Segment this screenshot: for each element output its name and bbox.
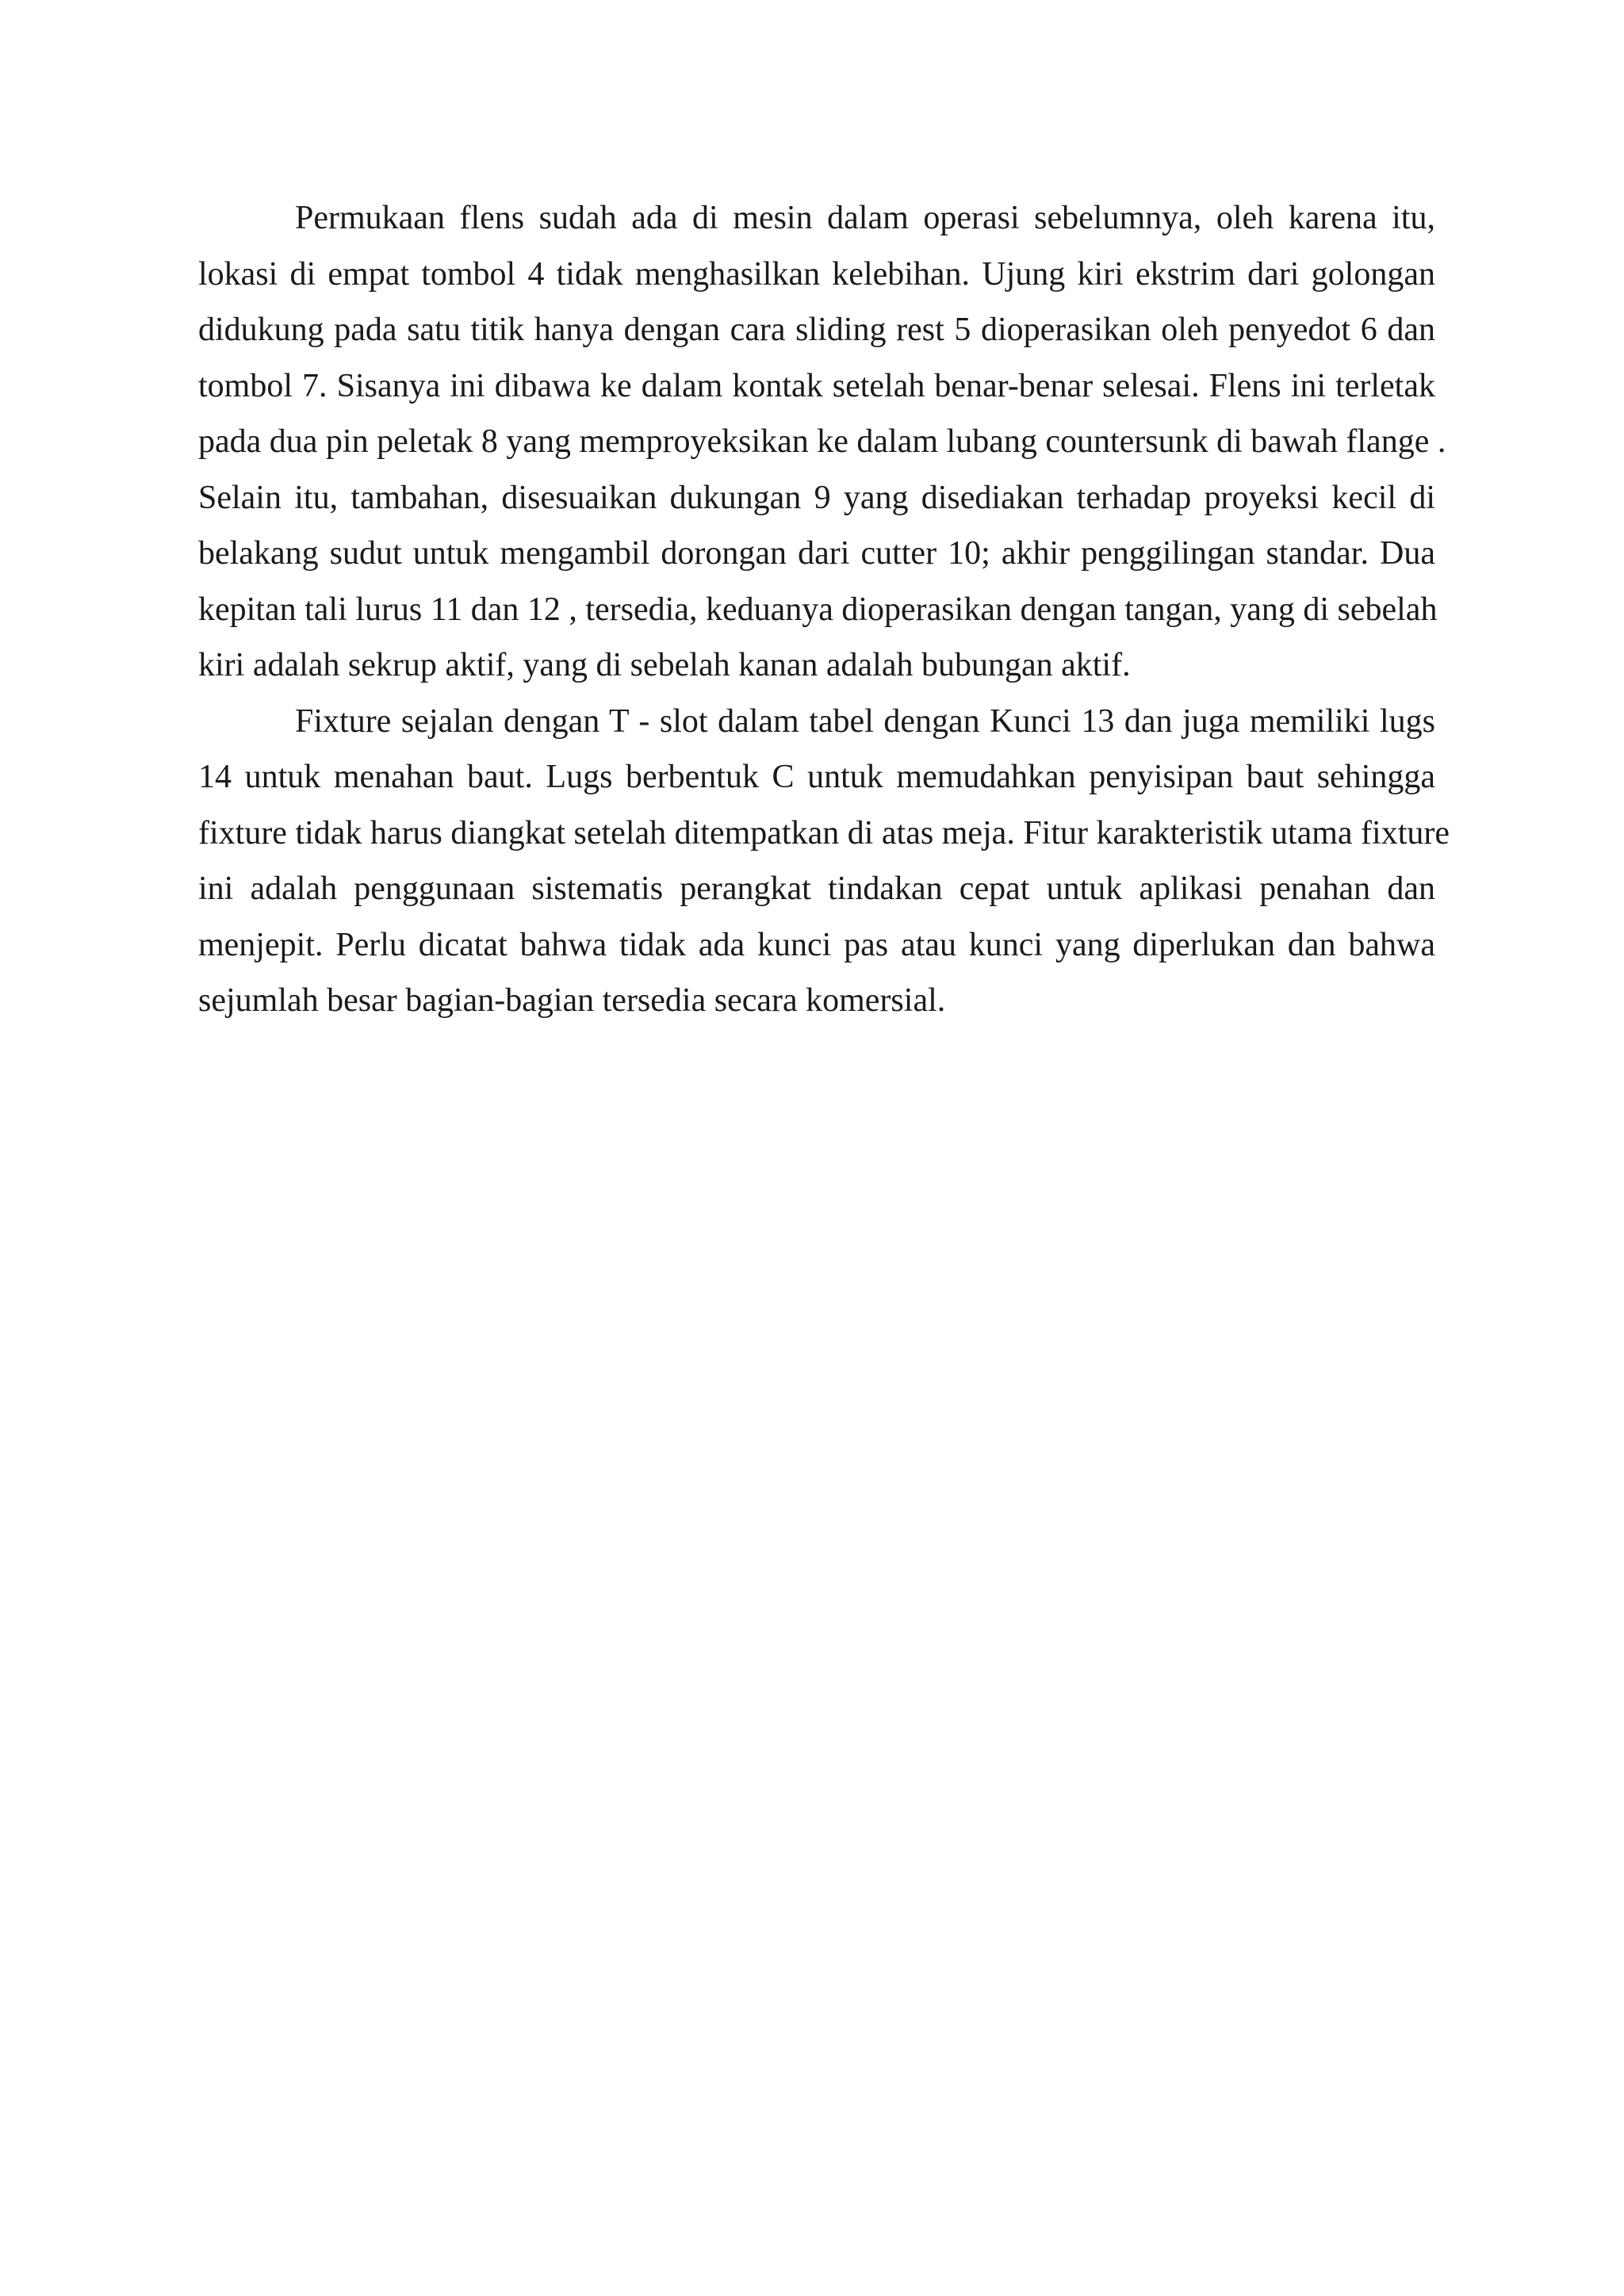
text-line: kiri adalah sekrup aktif, yang di sebelah kanan adalah bubungan aktif.: [198, 647, 1131, 683]
text-line: kepitan tali lurus 11 dan 12 , tersedia, keduanya dioperasikan dengan tangan, yang di sebelah: [198, 591, 1438, 628]
text-line: pada dua pin peletak 8 yang memproyeksikan ke dalam lubang countersunk di bawah flange .: [198, 423, 1446, 460]
text-line: didukung pada satu titik hanya dengan cara sliding rest 5 dioperasikan oleh penyedot 6 dan: [198, 312, 1435, 348]
text-line: lokasi di empat tombol 4 tidak menghasilkan kelebihan. Ujung kiri ekstrim dari golongan: [198, 255, 1435, 293]
text-line: sejumlah besar bagian-bagian tersedia secara komersial.: [198, 982, 946, 1019]
text-line: ini adalah penggunaan sistematis perangkat tindakan cepat untuk aplikasi penahan dan: [198, 871, 1435, 907]
text-line: menjepit. Perlu dicatat bahwa tidak ada kunci pas atau kunci yang diperlukan dan bahwa: [198, 926, 1435, 963]
paragraph-2: [198, 694, 1450, 1029]
paragraph-1: [198, 190, 1446, 694]
text-line: belakang sudut untuk mengambil dorongan dari cutter 10; akhir penggilingan standar. Dua: [198, 535, 1435, 572]
text-line: tombol 7. Sisanya ini dibawa ke dalam kontak setelah benar-benar selesai. Flens ini terletak: [198, 367, 1435, 404]
document-body: [198, 190, 1450, 1029]
text-line: Fixture sejalan dengan T - slot dalam tabel dengan Kunci 13 dan juga memiliki lugs: [295, 702, 1435, 740]
text-line: Permukaan flens sudah ada di mesin dalam operasi sebelumnya, oleh karena itu,: [295, 200, 1435, 236]
text-line: Selain itu, tambahan, disesuaikan dukungan 9 yang disediakan terhadap proyeksi kecil di: [198, 479, 1435, 516]
text-line: fixture tidak harus diangkat setelah ditempatkan di atas meja. Fitur karakteristik utama fixture: [198, 814, 1450, 851]
text-line: 14 untuk menahan baut. Lugs berbentuk C untuk memudahkan penyisipan baut sehingga: [198, 759, 1435, 795]
